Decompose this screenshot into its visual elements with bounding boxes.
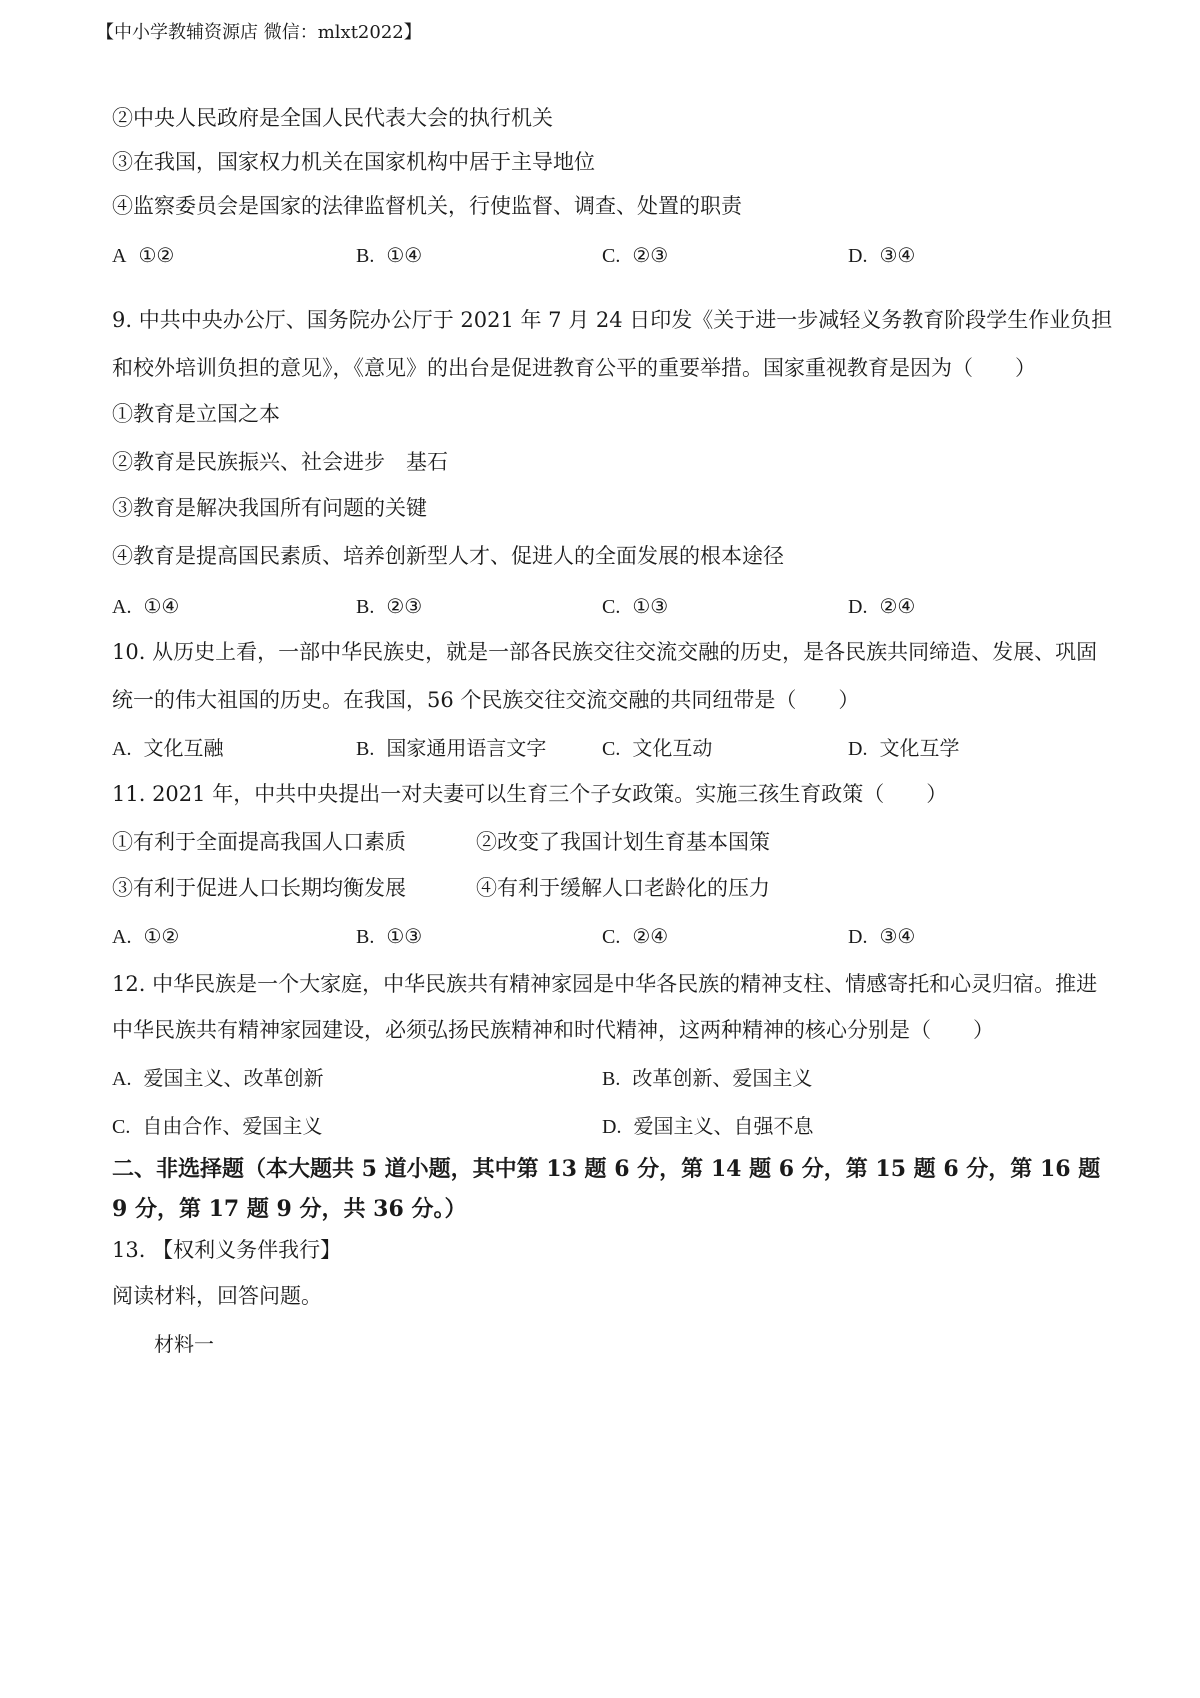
- q11-item-3: ③有利于促进人口长期均衡发展: [112, 876, 406, 900]
- q9-option-d: D. ②④: [848, 594, 916, 618]
- q13-instruction: 阅读材料，回答问题。: [112, 1284, 322, 1308]
- q8-item-2: ②中央人民政府是全国人民代表大会的执行机关: [112, 106, 553, 130]
- page-header: 【中小学教辅资源店 微信：mlxt2022】: [96, 22, 422, 43]
- q10-option-c: C. 文化互动: [602, 736, 713, 760]
- q9-item-3: ③教育是解决我国所有问题的关键: [112, 496, 427, 520]
- q11-option-c: C. ②④: [602, 924, 669, 948]
- q11-option-b: B. ①③: [356, 924, 423, 948]
- q10-stem-line-2: 统一的伟大祖国的历史。在我国，56 个民族交往交流交融的共同纽带是（ ）: [112, 688, 860, 712]
- q9-option-a: A. ①④: [112, 594, 180, 618]
- q12-option-d: D. 爱国主义、自强不息: [602, 1114, 814, 1138]
- section-2-heading-line-2: 9 分，第 17 题 9 分，共 36 分。）: [112, 1196, 467, 1222]
- q9-item-2: ②教育是民族振兴、社会进步 基石: [112, 450, 448, 474]
- q10-option-b: B. 国家通用语言文字: [356, 736, 547, 760]
- q11-option-a: A. ①②: [112, 924, 180, 948]
- q8-option-b: B. ①④: [356, 243, 423, 267]
- q8-option-d: D. ③④: [848, 243, 916, 267]
- q12-stem-line-1: 12. 中华民族是一个大家庭，中华民族共有精神家园是中华各民族的精神支柱、情感寄托和心灵归宿。推进: [112, 972, 1098, 996]
- q9-option-b: B. ②③: [356, 594, 423, 618]
- q10-option-d: D. 文化互学: [848, 736, 960, 760]
- q9-stem-line-2: 和校外培训负担的意见》，《意见》的出台是促进教育公平的重要举措。国家重视教育是因为（ ）: [112, 356, 1036, 380]
- q8-item-3: ③在我国，国家权力机关在国家机构中居于主导地位: [112, 150, 595, 174]
- q11-option-d: D. ③④: [848, 924, 916, 948]
- q9-item-1: ①教育是立国之本: [112, 402, 280, 426]
- q13-title: 13. 【权利义务伴我行】: [112, 1238, 342, 1262]
- q9-option-c: C. ①③: [602, 594, 669, 618]
- q12-option-a: A. 爱国主义、改革创新: [112, 1066, 324, 1090]
- q13-material-label: 材料一: [154, 1332, 214, 1356]
- q9-stem-line-1: 9. 中共中央办公厅、国务院办公厅于 2021 年 7 月 24 日印发《关于进一步减轻义务教育阶段学生作业负担: [112, 308, 1113, 332]
- q9-item-4: ④教育是提高国民素质、培养创新型人才、促进人的全面发展的根本途径: [112, 544, 784, 568]
- q10-option-a: A. 文化互融: [112, 736, 224, 760]
- q12-option-c: C. 自由合作、爱国主义: [112, 1114, 323, 1138]
- q11-item-2: ②改变了我国计划生育基本国策: [476, 830, 770, 854]
- q8-option-a: A ①②: [112, 243, 175, 267]
- section-2-heading-line-1: 二、非选择题（本大题共 5 道小题，其中第 13 题 6 分，第 14 题 6 分，第 15 题 6 分，第 16 题: [112, 1156, 1101, 1182]
- q11-item-1: ①有利于全面提高我国人口素质: [112, 830, 406, 854]
- q11-stem: 11. 2021 年，中共中央提出一对夫妻可以生育三个子女政策。实施三孩生育政策（ ）: [112, 782, 948, 806]
- q11-item-4: ④有利于缓解人口老龄化的压力: [476, 876, 770, 900]
- q8-item-4: ④监察委员会是国家的法律监督机关，行使监督、调查、处置的职责: [112, 194, 742, 218]
- q12-stem-line-2: 中华民族共有精神家园建设，必须弘扬民族精神和时代精神，这两种精神的核心分别是（ ）: [112, 1018, 994, 1042]
- q12-option-b: B. 改革创新、爱国主义: [602, 1066, 813, 1090]
- q10-stem-line-1: 10. 从历史上看，一部中华民族史，就是一部各民族交往交流交融的历史，是各民族共同缔造、发展、巩固: [112, 640, 1098, 664]
- q8-option-c: C. ②③: [602, 243, 669, 267]
